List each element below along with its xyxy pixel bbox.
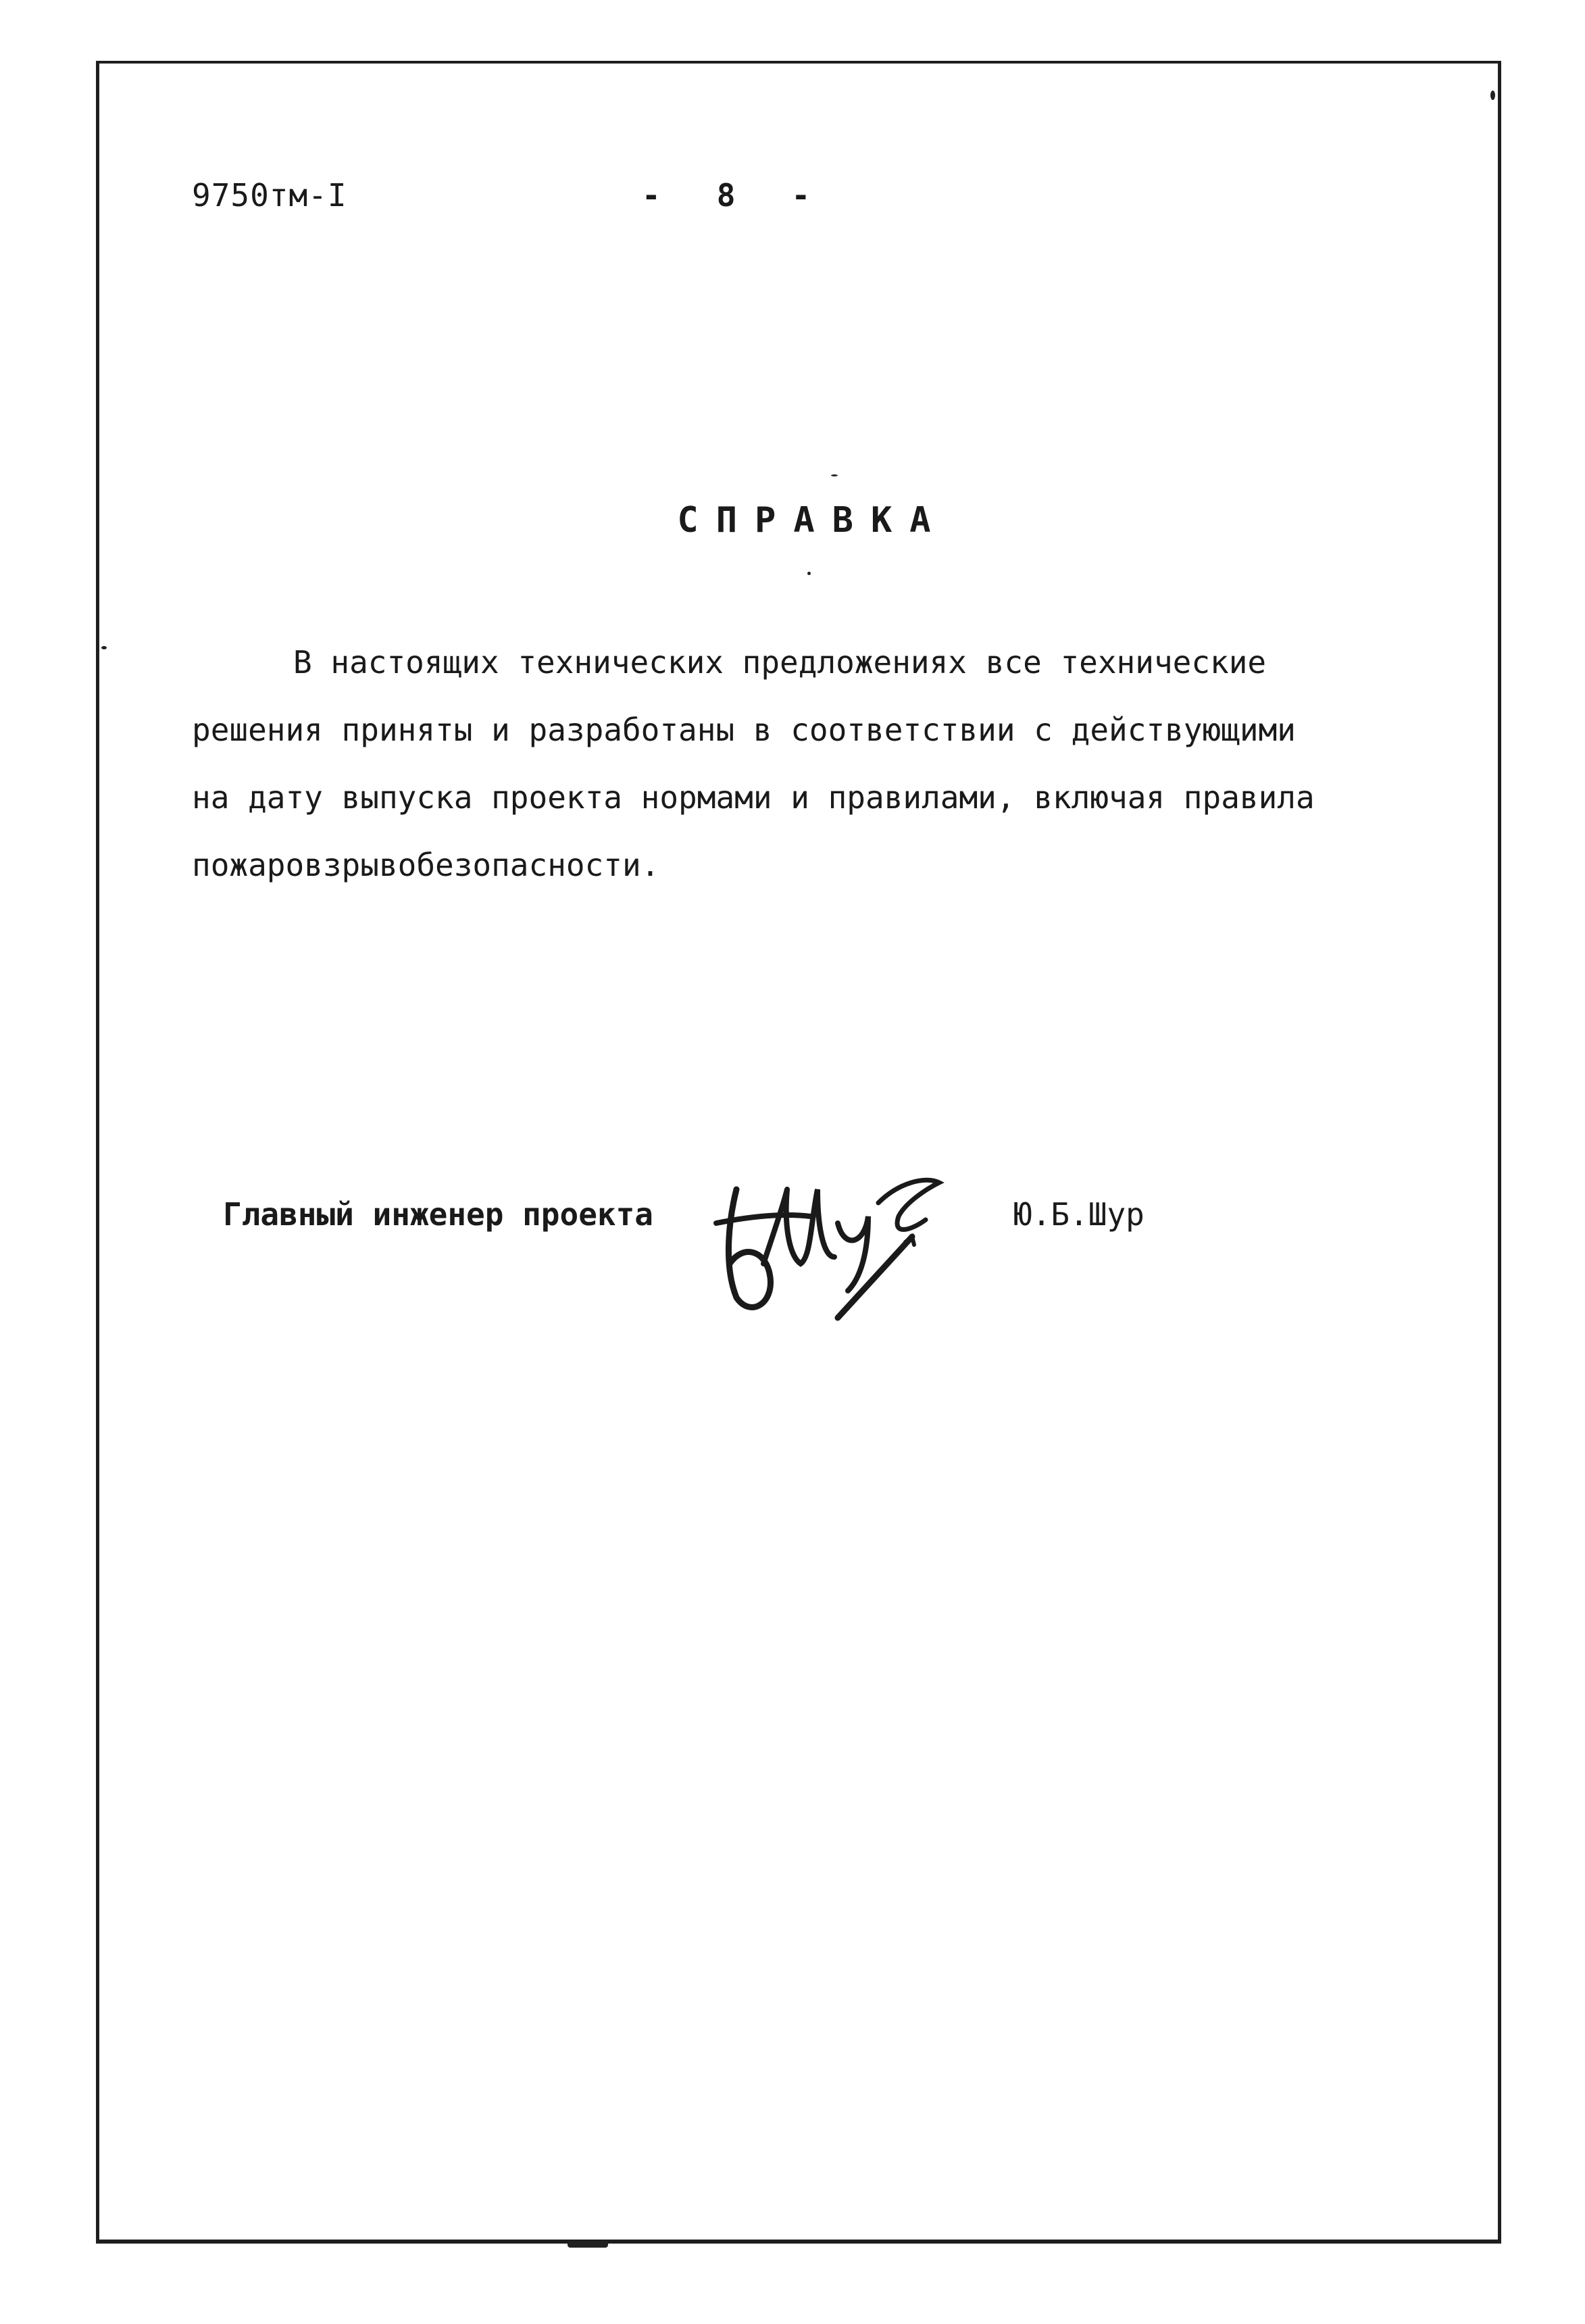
- body-line: решения приняты и разработаны в соответствии с действующими: [192, 712, 1296, 748]
- document-code: 9750тм-I: [192, 177, 347, 214]
- body-line: пожаровзрывобезопасности.: [192, 847, 660, 883]
- scan-speck: [831, 474, 838, 476]
- scan-speck: [568, 2241, 608, 2248]
- body-line: на дату выпуска проекта нормами и правилами, включая правила: [192, 779, 1315, 816]
- scan-speck: [807, 572, 811, 575]
- signer-name: Ю.Б.Шур: [1013, 1196, 1144, 1233]
- scan-speck: [1490, 91, 1495, 100]
- body-line: В настоящих технических предложениях все технические: [293, 644, 1267, 681]
- document-title: СПРАВКА: [677, 500, 949, 541]
- body-paragraph: [192, 628, 1462, 899]
- signature-block: [223, 1176, 1236, 1331]
- handwritten-signature-icon: [709, 1162, 953, 1325]
- scan-speck: [101, 646, 107, 649]
- page-frame: [96, 61, 1501, 2244]
- page-number: - 8 -: [642, 177, 811, 214]
- signer-role: Главный инженер проекта: [223, 1196, 653, 1233]
